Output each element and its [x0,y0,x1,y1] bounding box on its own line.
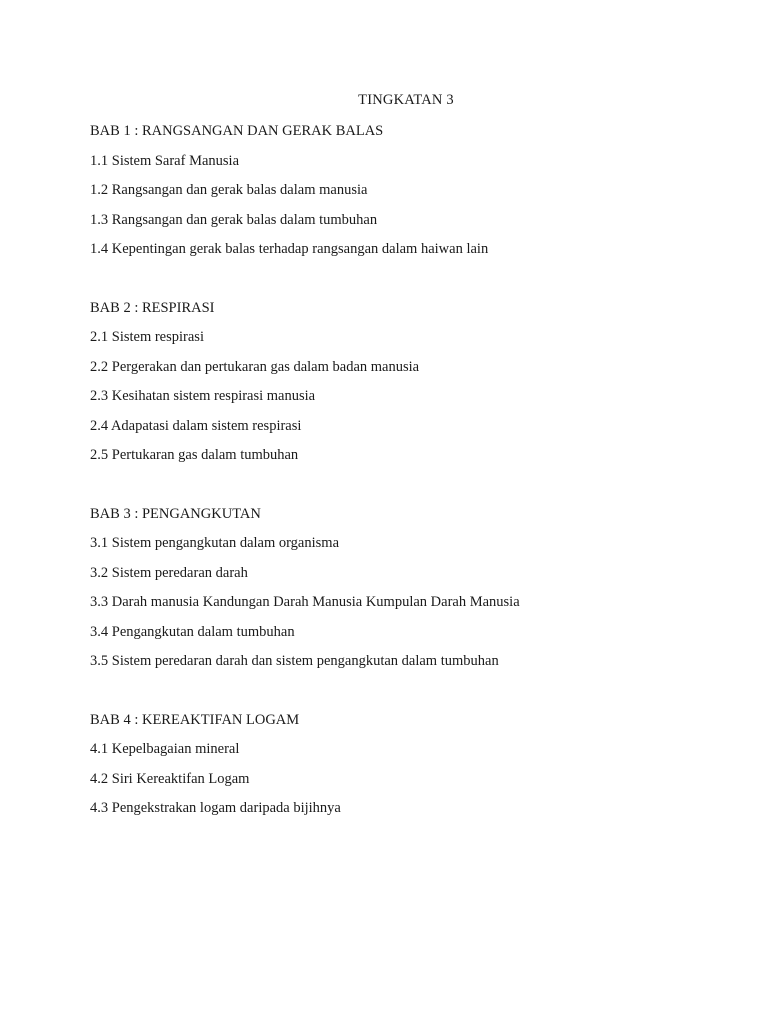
chapter-item: 2.3 Kesihatan sistem respirasi manusia [90,388,316,404]
document-title: TINGKATAN 3 [358,92,454,108]
chapter-item: 2.5 Pertukaran gas dalam tumbuhan [90,447,299,463]
chapter-item: 3.2 Sistem peredaran darah [90,564,248,581]
chapter-heading: BAB 2 : RESPIRASI [90,299,215,316]
chapter-3 [90,504,730,681]
chapter-heading: BAB 3 : PENGANGKUTAN [90,505,261,522]
chapter-item: 4.3 Pengekstrakan logam daripada bijihnya [90,800,341,816]
chapter-item: 1.1 Sistem Saraf Manusia [90,152,240,169]
chapter-item: 1.4 Kepentingan gerak balas terhadap rangsangan dalam haiwan lain [90,241,489,257]
chapter-4 [90,710,730,828]
chapter-item: 4.2 Siri Kereaktifan Logam [90,770,250,787]
chapter-item: 1.3 Rangsangan dan gerak balas dalam tumbuhan [90,211,378,228]
chapter-item: 3.1 Sistem pengangkutan dalam organisma [90,535,340,551]
chapter-heading: BAB 1 : RANGSANGAN DAN GERAK BALAS [90,123,384,139]
chapter-item: 3.5 Sistem peredaran darah dan sistem pengangkutan dalam tumbuhan [90,653,499,669]
chapter-item: 1.2 Rangsangan dan gerak balas dalam manusia [90,182,368,198]
chapter-1 [90,121,730,269]
chapter-item: 3.4 Pengangkutan dalam tumbuhan [90,623,295,640]
chapter-item: 2.1 Sistem respirasi [90,329,204,345]
chapter-item: 3.3 Darah manusia Kandungan Darah Manusia Kumpulan Darah Manusia [90,594,520,610]
chapter-list [90,121,730,828]
chapter-heading: BAB 4 : KEREAKTIFAN LOGAM [90,711,300,728]
chapter-item: 4.1 Kepelbagaian mineral [90,741,240,757]
chapter-2 [90,298,730,475]
chapter-item: 2.2 Pergerakan dan pertukaran gas dalam badan manusia [90,358,420,375]
chapter-item: 2.4 Adapatasi dalam sistem respirasi [90,417,302,434]
